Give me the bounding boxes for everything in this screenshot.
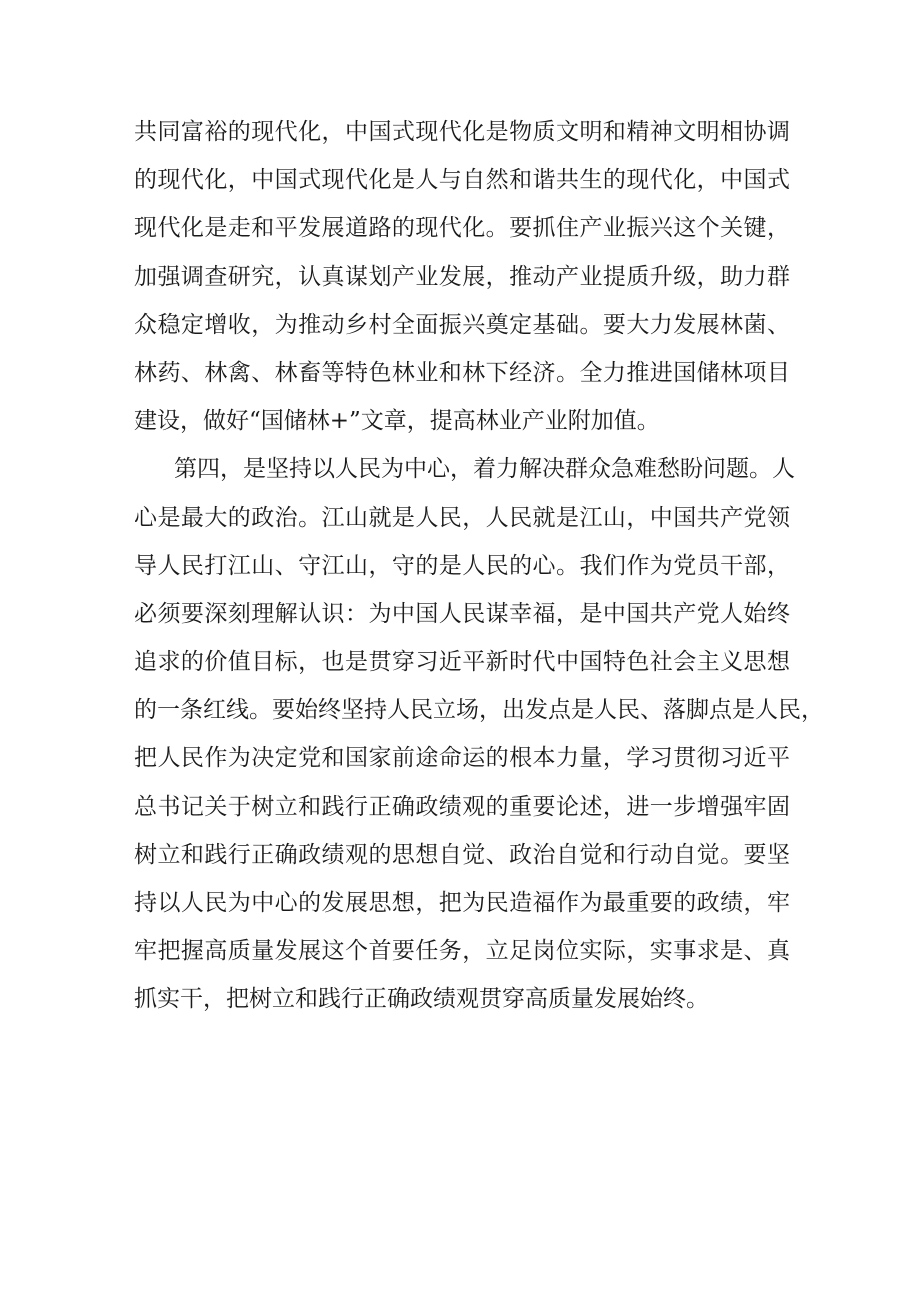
paragraph-line: 导人民打江山、守江山，守的是人民的心。我们作为党员干部，: [134, 552, 790, 579]
paragraph-line: 的一条红线。要始终坚持人民立场，出发点是人民、落脚点是人民，: [134, 697, 824, 724]
paragraph-line: 现代化是走和平发展道路的现代化。要抓住产业振兴这个关键，: [134, 215, 790, 242]
document-body: [134, 108, 824, 1024]
paragraph-2: [134, 445, 824, 1023]
paragraph-line: 加强调查研究，认真谋划产业发展，推动产业提质升级，助力群: [134, 263, 790, 290]
paragraph-line: 必须要深刻理解认识：为中国人民谋幸福，是中国共产党人始终: [134, 600, 790, 627]
paragraph-line: 建设，做好“国储林+”文章，提高林业产业附加值。: [134, 408, 660, 435]
paragraph-line: 追求的价值目标，也是贯穿习近平新时代中国特色社会主义思想: [134, 649, 790, 676]
paragraph-line: 林药、林禽、林畜等特色林业和林下经济。全力推进国储林项目: [134, 359, 790, 386]
paragraph-1: [134, 108, 790, 445]
paragraph-line: 心是最大的政治。江山就是人民，人民就是江山，中国共产党领: [134, 504, 790, 531]
paragraph-line: 树立和践行正确政绩观的思想自觉、政治自觉和行动自觉。要坚: [134, 841, 790, 868]
paragraph-line: 把人民作为决定党和国家前途命运的根本力量，学习贯彻习近平: [134, 745, 790, 772]
paragraph-line: 第四，是坚持以人民为中心，着力解决群众急难愁盼问题。人: [174, 456, 795, 483]
paragraph-line: 的现代化，中国式现代化是人与自然和谐共生的现代化，中国式: [134, 167, 790, 194]
paragraph-line: 持以人民为中心的发展思想，把为民造福作为最重要的政绩，牢: [134, 890, 790, 916]
paragraph-line: 共同富裕的现代化，中国式现代化是物质文明和精神文明相协调: [134, 119, 790, 145]
paragraph-line: 总书记关于树立和践行正确政绩观的重要论述，进一步增强牢固: [134, 793, 790, 820]
paragraph-line: 牢把握高质量发展这个首要任务，立足岗位实际，实事求是、真: [134, 938, 790, 965]
paragraph-line: 抓实干，把树立和践行正确政绩观贯穿高质量发展始终。: [134, 986, 709, 1013]
paragraph-line: 众稳定增收，为推动乡村全面振兴奠定基础。要大力发展林菌、: [134, 311, 790, 338]
